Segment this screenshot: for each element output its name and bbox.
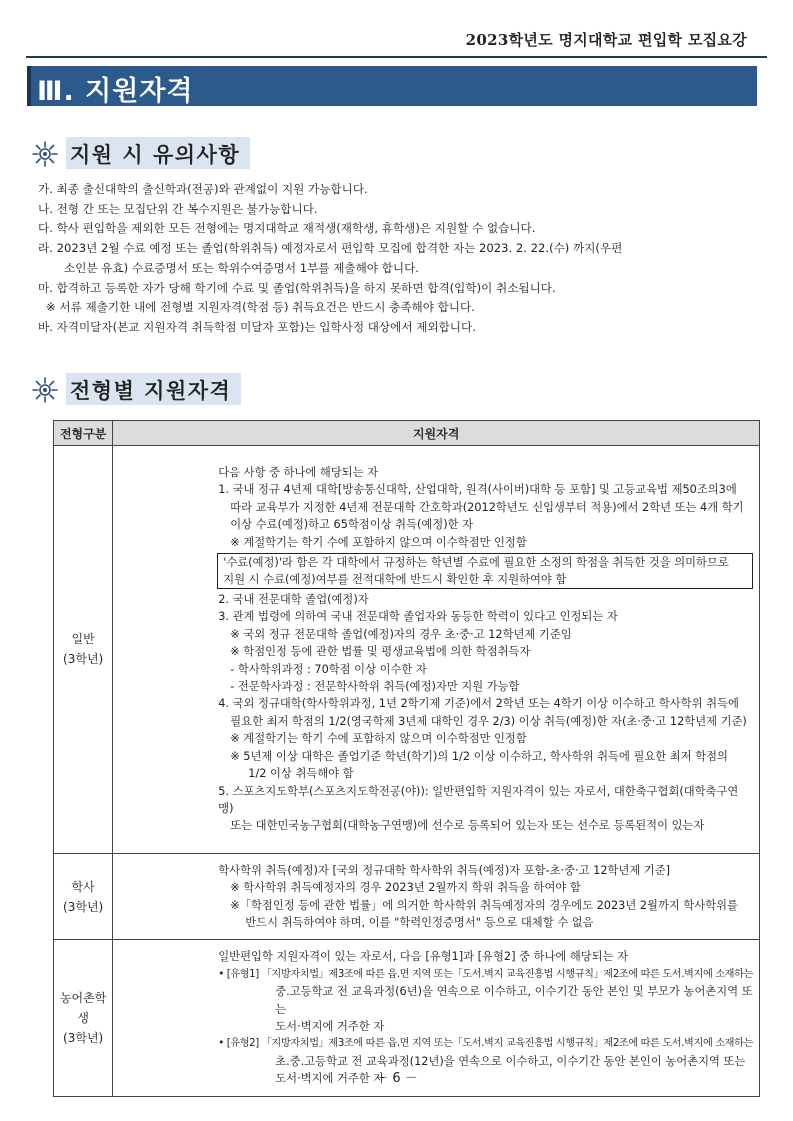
qualification-line: 반드시 취득하여야 하며, 이를 "학력인정증명서" 등으로 대체할 수 없음 <box>245 915 594 929</box>
qualification-line: 일반편입학 지원자격이 있는 자로서, 다음 [유형1]과 [유형2] 중 하나에 해당되는 자 <box>218 950 629 964</box>
category-year: (3학년) <box>63 1030 104 1045</box>
qualification-line: ※ 계절학기는 학기 수에 포함하지 않으며 이수학점만 인정함 <box>230 732 527 746</box>
page-number: － 6 － <box>375 1071 418 1086</box>
qualification-line: 도서·벽지에 거주한 자 <box>275 1019 385 1033</box>
qualification-table <box>53 420 760 1097</box>
page-header-title: 2023학년도 명지대학교 편입학 모집요강 <box>465 31 747 49</box>
notes-list <box>38 180 758 338</box>
qualification-line: 3. 관계 법령에 의하여 국내 전문대학 졸업자와 동등한 학력이 있다고 인정되는 자 <box>218 610 618 624</box>
note-item: 소인분 유효) 수료증명서 또는 학위수여증명서 1부를 제출해야 합니다. <box>64 260 419 275</box>
boxed-note <box>217 553 753 589</box>
boxed-note-line: '수료(예정)'라 함은 각 대학에서 규정하는 학년별 수료에 필요한 소정의 학점을 취득한 것을 의미하므로 <box>223 556 729 570</box>
qualification-line: ※ 학점인정 등에 관한 법률 및 평생교육법에 의한 학점취득자 <box>230 645 531 659</box>
qualification-cell <box>113 446 760 854</box>
note-item: 마. 합격하고 등록한 자가 당해 학기에 수료 및 졸업(학위취득)을 하지 못하면 합격(입학)이 취소됩니다. <box>38 280 556 295</box>
notes-heading-label: 지원 시 유의사항 <box>66 137 250 169</box>
qualification-line: 따라 교육부가 지정한 4년제 전문대학 간호학과(2012학년도 신입생부터 적용)에서 2학년 또는 4개 학기 <box>230 500 744 514</box>
qualification-line: 도서·벽지에 거주한 자 <box>275 1072 385 1086</box>
qualification-line: • [유형2] 「지방자치법」제3조에 따른 읍.면 지역 또는「도서.벽지 교육진흥법 시행규칙」제2조에 따른 도서.벽지에 소재하는 <box>218 1038 753 1050</box>
qualification-line: 1/2 이상 취득해야 함 <box>248 767 354 781</box>
qualification-line: ※ 계절학기는 학기 수에 포함하지 않으며 이수학점만 인정함 <box>230 535 527 549</box>
qualification-line: 2. 국내 전문대학 졸업(예정)자 <box>218 593 369 607</box>
category-name: 농어촌학생 <box>59 990 107 1025</box>
note-item: ※ 서류 제출기한 내에 전형별 지원자격(학점 등) 취득요건은 반드시 충족해야 합니다. <box>46 300 475 315</box>
qualification-line: - 학사학위과정 : 70학점 이상 이수한 자 <box>230 662 427 676</box>
category-year: (3학년) <box>63 899 104 914</box>
qualification-line: 이상 수료(예정)하고 65학점이상 취득(예정)한 자 <box>230 518 474 532</box>
category-cell <box>54 853 113 940</box>
qualification-line: - 전문학사과정 : 전문학사학위 취득(예정)자만 지원 가능함 <box>230 680 520 694</box>
qualification-line: 다음 사항 중 하나에 해당되는 자 <box>218 466 379 479</box>
header-rule <box>26 56 767 58</box>
qualification-line: ※ 학사학위 취득예정자의 경우 2023년 2월까지 학위 취득을 하여야 함 <box>230 881 581 895</box>
qualification-line: 5. 스포츠지도학부(스포츠지도학전공(야)): 일반편입학 지원자격이 있는 자로서, 대한축구협회(대학축구연맹) <box>218 784 739 815</box>
note-item: 다. 학사 편입학을 제외한 모든 전형에는 명지대학교 재적생(재학생, 휴학생)은 지원할 수 없습니다. <box>38 221 536 236</box>
table-row <box>54 853 760 940</box>
university-emblem-icon <box>30 139 60 169</box>
table-header-cell: 지원자격 <box>113 421 760 446</box>
qualification-line: 학사학위 취득(예정)자 [국외 정규대학 학사학위 취득(예정)자 포함-초·중·고 12학년제 기준] <box>218 863 671 877</box>
category-cell <box>54 446 113 854</box>
note-item: 라. 2023년 2월 수료 예정 또는 졸업(학위취득) 예정자로서 편입학 모집에 합격한 자는 2023. 2. 22.(수) 까지(우편 <box>38 241 623 256</box>
table-row <box>54 446 760 854</box>
table-heading-label: 전형별 지원자격 <box>66 373 241 405</box>
table-header-cell: 전형구분 <box>54 421 113 446</box>
section-title: Ⅲ. 지원자격 <box>37 76 194 107</box>
university-emblem-icon <box>30 375 60 405</box>
category-year: (3학년) <box>63 652 104 667</box>
category-name: 일반 <box>71 632 95 647</box>
qualification-cell <box>113 853 760 940</box>
table-header-row <box>54 421 760 446</box>
qualification-line: 4. 국외 정규대학(학사학위과정, 1년 2학기제 기준)에서 2학년 또는 4학기 이상 이수하고 학사학위 취득에 <box>218 697 739 711</box>
note-item: 바. 자격미달자(본교 지원자격 취득학점 미달자 포함)는 입학사정 대상에서 제외합니다. <box>38 319 476 334</box>
qualification-line: ※ 국외 정규 전문대학 졸업(예정)자의 경우 초·중·고 12학년제 기준임 <box>230 627 572 641</box>
qualification-line: 필요한 최저 학점의 1/2(영국학제 3년제 대학인 경우 2/3) 이상 취득(예정)한 자(초·중·고 12학년제 기준) <box>230 714 747 728</box>
qualification-line: 1. 국내 정규 4년제 대학[방송통신대학, 산업대학, 원격(사이버)대학 등 포함] 및 고등교육법 제50조의3에 <box>218 483 737 497</box>
boxed-note-line: 지원 시 수료(예정)여부를 전적대학에 반드시 확인한 후 지원하여야 함 <box>223 573 567 587</box>
qualification-line: 중.고등학교 전 교육과정(6년)을 연속으로 이수하고, 이수기간 동안 본인 및 부모가 농어촌지역 또는 <box>275 985 753 1016</box>
qualification-line: ※「학점인정 등에 관한 법률」에 의거한 학사학위 취득예정자의 경우에도 2023년 2월까지 학사학위를 <box>230 898 738 912</box>
qualification-line: • [유형1] 「지방자치법」제3조에 따른 읍.면 지역 또는「도서.벽지 교육진흥법 시행규칙」제2조에 따른 도서.벽지에 소재하는 <box>218 968 753 980</box>
qualification-line: 초.중.고등학교 전 교육과정(12년)을 연속으로 이수하고, 이수기간 동안 본인이 농어촌지역 또는 <box>275 1054 746 1068</box>
note-item: 가. 최종 출신대학의 출신학과(전공)와 관계없이 지원 가능합니다. <box>38 182 368 196</box>
section-title-bar <box>27 66 757 106</box>
qualification-line: ※ 5년제 이상 대학은 졸업기준 학년(학기)의 1/2 이상 이수하고, 학사학위 취득에 필요한 최저 학점의 <box>230 749 728 763</box>
category-name: 학사 <box>71 879 95 894</box>
qualification-line: 또는 대한민국농구협회(대학농구연맹)에 선수로 등록되어 있는자 또는 선수로 등록된적이 있는자 <box>230 819 705 833</box>
note-item: 나. 전형 간 또는 모집단위 간 복수지원은 불가능합니다. <box>38 201 318 216</box>
